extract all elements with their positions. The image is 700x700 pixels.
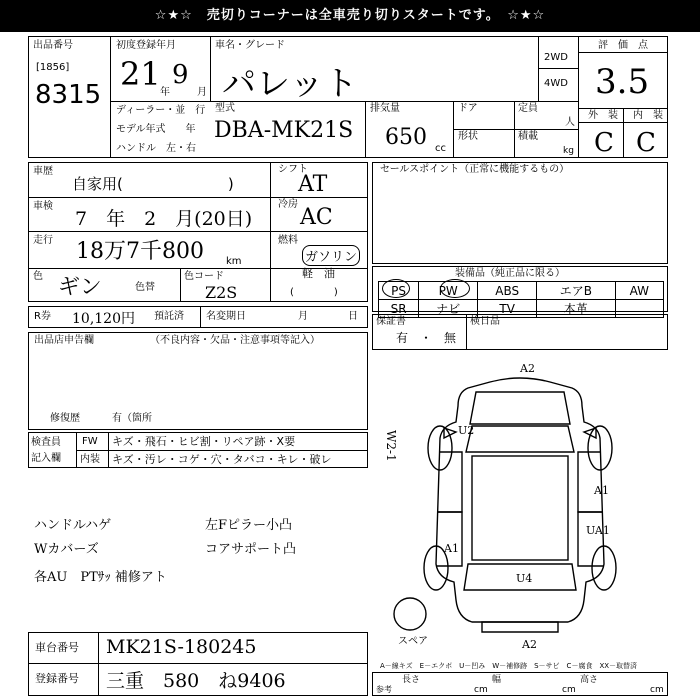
ac-label: 冷房 — [278, 199, 298, 210]
side-mark: W2-1 — [384, 430, 398, 462]
warranty-value: 有 ・ 無 — [396, 331, 457, 345]
equip-ps: PS — [379, 282, 419, 300]
mark-2: A1 — [594, 484, 609, 497]
cap-label: 定員 — [518, 103, 538, 114]
mark-4: A1 — [444, 542, 459, 555]
int-items: キズ・汚レ・コゲ・穴・タバコ・キレ・破レ — [112, 453, 332, 466]
equip-aw: AW — [615, 282, 663, 300]
repair-label: 修復歴 — [50, 413, 80, 424]
ac-value: AC — [300, 205, 333, 230]
ps-circle — [382, 279, 410, 298]
disp-unit: cc — [435, 143, 446, 154]
int-grade: C — [636, 128, 656, 158]
equip-tv: TV — [478, 300, 537, 318]
fw-items: キズ・飛石・ヒビ割・リペア跡・X要 — [112, 435, 296, 448]
note-1-right: 左Fピラー小凸 — [205, 518, 293, 533]
fuel-other: ( ) — [290, 287, 338, 298]
drive-2wd: 2WD — [544, 52, 568, 63]
inspector-label-1: 検査員 — [31, 437, 61, 448]
history-label: 車歴 — [33, 166, 53, 177]
chassis-value: MK21S-180245 — [106, 636, 257, 658]
length-unit: cm — [474, 685, 488, 695]
handle-label: ハンドル 左・右 — [116, 143, 196, 154]
namechange-day: 日 — [348, 311, 358, 322]
car-name: パレット — [222, 64, 358, 104]
fw-label: FW — [82, 436, 98, 447]
hood — [470, 392, 570, 424]
equip-abs: ABS — [478, 282, 537, 300]
equip-leather: 本革 — [537, 300, 616, 318]
model-year-label: モデル年式 年 — [116, 124, 196, 135]
mark-7: A2 — [522, 638, 537, 651]
cap-unit: 人 — [565, 117, 575, 128]
disp-value: 650 — [385, 125, 427, 150]
length-label: 長さ — [402, 675, 421, 685]
recycle-label: R券 — [34, 311, 51, 322]
color-label: 色 — [33, 271, 43, 282]
declaration-label: 出品店申告欄 — [34, 335, 94, 346]
plate-label: 登録番号 — [35, 672, 79, 685]
history-value: 自家用( ) — [72, 175, 234, 193]
colorcode-label: 色コード — [184, 271, 224, 282]
reg-month-unit: 月 — [197, 87, 207, 98]
mileage-unit: km — [226, 256, 242, 267]
spare-tire — [394, 598, 426, 630]
inspect-value: 7 年 2 月(20日) — [75, 208, 253, 230]
equipment-title: 装備品（純正品に限る） — [455, 268, 565, 279]
note-2-left: Wカバーズ — [34, 542, 99, 557]
equip-sr: SR — [379, 300, 419, 318]
note-1-left: ハンドルハゲ — [34, 518, 112, 533]
height-unit: cm — [650, 685, 664, 695]
reg-year-unit: 年 — [160, 87, 170, 98]
disp-label: 排気量 — [370, 103, 400, 114]
colorcode-value: Z2S — [205, 283, 238, 302]
warranty-label: 保証書 — [376, 316, 406, 327]
type-value: DBA-MK21S — [214, 118, 354, 143]
roof — [472, 456, 568, 560]
chassis-label: 車台番号 — [35, 641, 79, 654]
namechange-label: 名変期日 — [206, 311, 246, 322]
lot-number: 8315 — [35, 80, 102, 110]
top-banner: ☆★☆ 売切りコーナーは全車売り切りスタートです。 ☆★☆ — [0, 0, 700, 32]
lot-label: 出品番号 — [33, 40, 73, 51]
rear-bumper — [482, 622, 558, 632]
load-label: 積載 — [518, 131, 538, 142]
body-outline — [436, 378, 604, 622]
fuel-diesel: 軽 油 — [302, 267, 335, 280]
int-label: 内 装 — [633, 110, 663, 121]
sales-point-box — [372, 162, 668, 264]
equip-pw: PW — [419, 282, 478, 300]
mileage-label: 走行 — [33, 235, 53, 246]
equip-navi: ナビ — [419, 300, 478, 318]
mark-1: U2 — [458, 424, 475, 437]
mileage-value: 18万7千800 — [76, 239, 204, 264]
inspect-label: 車検 — [33, 201, 53, 212]
ext-label: 外 装 — [588, 110, 618, 121]
inspector-label-2: 記入欄 — [31, 453, 61, 464]
ext-grade: C — [594, 128, 614, 158]
checked-label: 検日品 — [470, 316, 500, 327]
type-label: 型式 — [215, 103, 235, 114]
namechange-month: 月 — [298, 311, 308, 322]
repaint-label: 色替 — [135, 282, 155, 293]
int-row-label: 内装 — [80, 454, 100, 465]
sales-point-label: セールスポイント（正常に機能するもの） — [380, 164, 570, 175]
car-label: 車名・グレード — [215, 40, 285, 51]
reg-month: 9 — [172, 60, 189, 90]
width-unit: cm — [562, 685, 576, 695]
mark-top: A2 — [520, 362, 535, 375]
note-3-left: 各AU PTｻｯ 補修アト — [34, 570, 167, 585]
car-diagram — [372, 352, 668, 652]
repair-value: 有（箇所 — [112, 413, 152, 424]
color-value: ギン — [58, 275, 102, 300]
drive-4wd: 4WD — [544, 78, 568, 89]
spare-label: スペア — [398, 636, 428, 647]
shift-label: シフト — [278, 164, 308, 175]
right-rear-door — [578, 512, 604, 566]
score-value: 3.5 — [595, 62, 650, 102]
note-2-right: コアサポート凸 — [205, 542, 297, 557]
legend: A－線キズ E－エクボ U－凹み W－補修跡 S－サビ C－腐食 XX－取替済 — [380, 662, 638, 670]
fuel-gas: ガソリン — [302, 245, 360, 266]
mark-5: U4 — [516, 572, 533, 585]
left-rear-door — [436, 512, 462, 566]
recycle-status: 預託済 — [154, 311, 184, 322]
score-label: 評 価 点 — [598, 40, 648, 51]
width-label: 幅 — [492, 675, 502, 685]
recycle-value: 10,120円 — [72, 311, 135, 327]
size-label: 参考 — [376, 685, 392, 694]
windshield — [466, 426, 574, 452]
shift-value: AT — [298, 172, 328, 197]
load-unit: kg — [563, 146, 574, 156]
door-label: ドア — [458, 103, 478, 114]
fuel-label: 燃料 — [278, 235, 298, 246]
equipment-table — [378, 281, 664, 318]
declaration-note: （不良内容・欠品・注意事項等記入） — [150, 335, 320, 346]
mark-3: UA1 — [586, 524, 610, 537]
equip-airbag: エアB — [537, 282, 616, 300]
reg-label: 初度登録年月 — [116, 40, 176, 51]
pw-circle — [440, 279, 470, 298]
lot-sub: [1856] — [36, 62, 70, 73]
shape-label: 形状 — [458, 131, 478, 142]
plate-value: 三重 580 ね9406 — [106, 670, 286, 692]
height-label: 高さ — [580, 675, 599, 685]
reg-year: 21 — [120, 55, 161, 93]
dealer-label: ディーラー・並 行 — [116, 105, 206, 116]
